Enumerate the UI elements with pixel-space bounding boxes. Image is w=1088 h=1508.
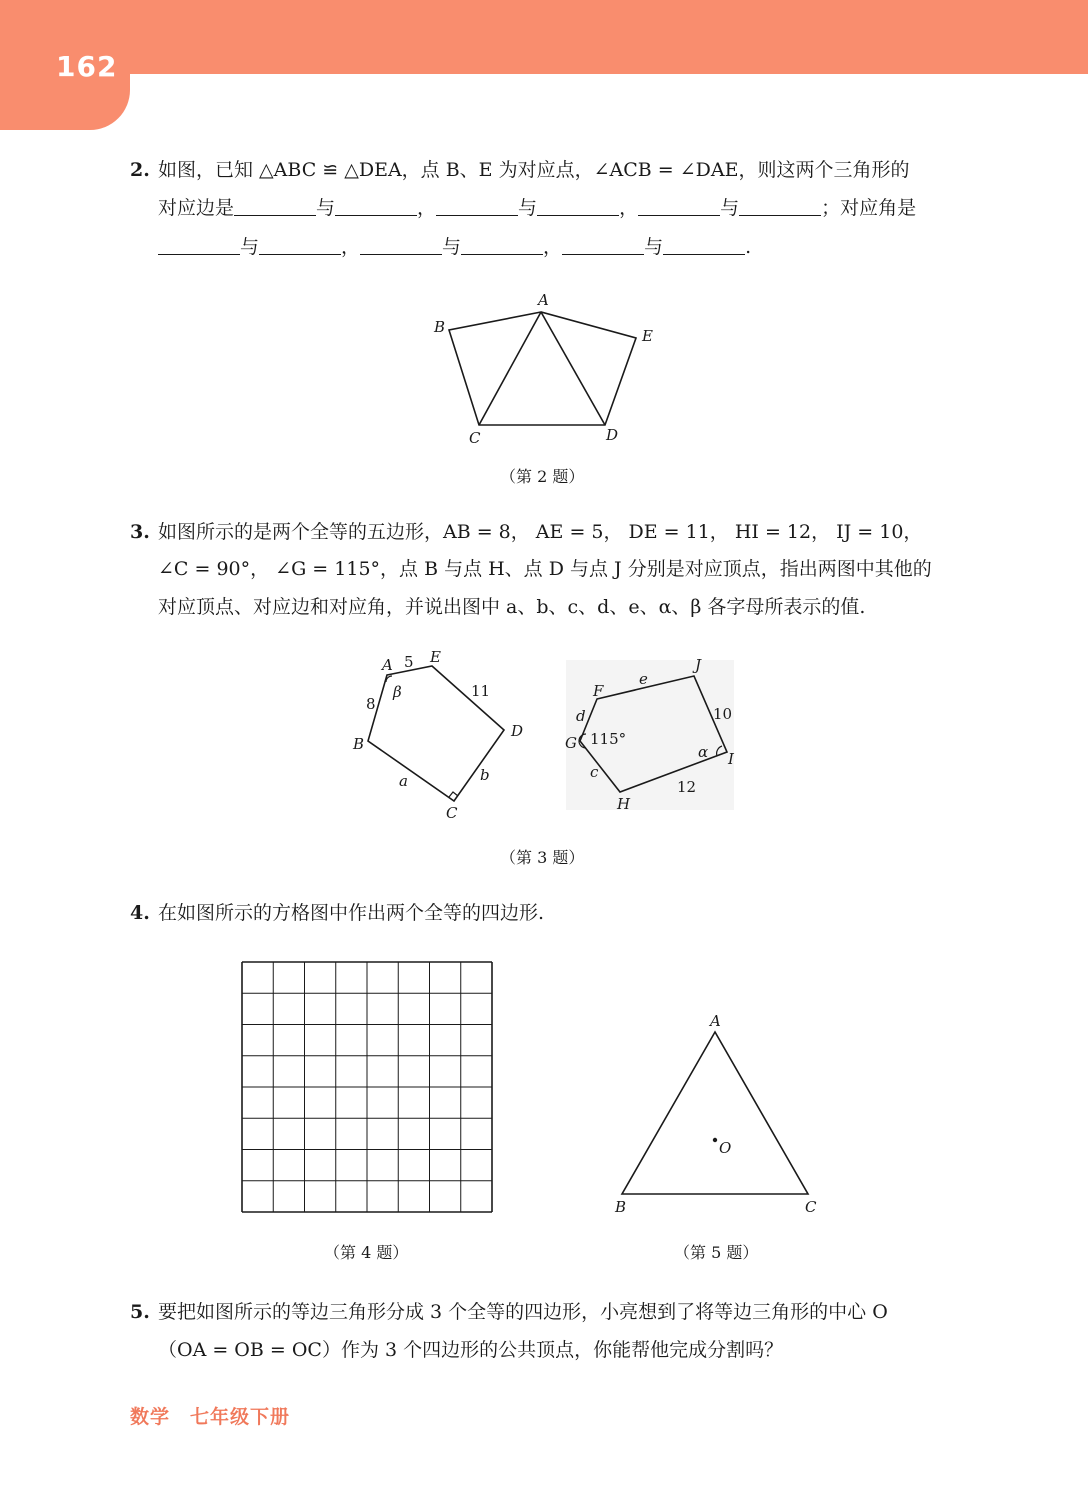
- q5-line1: 要把如图所示的等边三角形分成 3 个全等的四边形，小亮想到了将等边三角形的中心 O: [158, 1301, 888, 1323]
- q5-label-a: A: [710, 1012, 721, 1030]
- q3-line3: 对应顶点、对应边和对应角，并说出图中 a、b、c、d、e、α、β 各字母所表示的值.: [158, 596, 866, 618]
- separator: ，: [341, 236, 361, 258]
- q2-label-e: E: [642, 327, 653, 345]
- connector: 与: [442, 236, 462, 258]
- q4-caption: （第 4 题）: [324, 1243, 409, 1262]
- q2-line2-prefix: 对应边是: [158, 197, 235, 219]
- q5-caption: （第 5 题）: [674, 1243, 759, 1262]
- q5-label-b: B: [615, 1198, 627, 1216]
- q3-right-label-f: F: [593, 682, 604, 700]
- book-title-footer: 数学 七年级下册: [130, 1406, 291, 1428]
- connector: 与: [240, 236, 260, 258]
- q3-right-label-ij: 10: [713, 705, 733, 723]
- q3-left-label-side-a: a: [399, 772, 408, 790]
- q3-left-label-e: E: [430, 648, 441, 666]
- q3-right-label-d: d: [576, 707, 586, 725]
- q3-left-label-b: B: [353, 735, 365, 753]
- q5-triangle: [622, 1032, 808, 1194]
- page-number: 162: [56, 50, 118, 83]
- connector: 与: [518, 197, 538, 219]
- q5-label-c: C: [805, 1198, 817, 1216]
- q2-number: 2.: [130, 159, 150, 181]
- q3-right-label-alpha: α: [698, 743, 709, 761]
- separator: ，: [417, 197, 437, 219]
- connector: 与: [644, 236, 664, 258]
- end-mark: .: [745, 236, 752, 258]
- q3-right-label-hi: 12: [677, 778, 697, 796]
- q3-left-label-ae: 5: [404, 653, 414, 671]
- q2-label-b: B: [434, 318, 446, 336]
- q5-number: 5.: [130, 1301, 150, 1323]
- q2-caption: （第 2 题）: [500, 467, 585, 486]
- q3-left-label-d: D: [511, 722, 524, 740]
- q3-left-label-side-b: b: [480, 766, 490, 784]
- q3-line2: ∠C = 90°， ∠G = 115°，点 B 与点 H、点 D 与点 J 分别是对应顶点，指出两图中其他的: [158, 558, 932, 580]
- q3-right-label-e: e: [639, 670, 648, 688]
- q5-center-point: [713, 1138, 717, 1142]
- q4-number: 4.: [130, 902, 150, 924]
- q3-left-label-c: C: [446, 804, 458, 822]
- q3-number: 3.: [130, 521, 150, 543]
- q3-left-label-de: 11: [471, 682, 491, 700]
- q3-left-label-beta: β: [393, 683, 402, 701]
- q2-line1: 如图，已知 △ABC ≌ △DEA，点 B、E 为对应点，∠ACB = ∠DAE，则这两个三角形的: [158, 159, 910, 181]
- separator: ，: [619, 197, 639, 219]
- q3-right-label-j: J: [695, 656, 702, 674]
- q3-right-label-h: H: [617, 795, 631, 813]
- q3-right-label-g: G: [565, 734, 577, 752]
- q5-line2: （OA = OB = OC）作为 3 个四边形的公共顶点，你能帮他完成分割吗？: [158, 1339, 784, 1361]
- q3-right-label-c: c: [590, 763, 599, 781]
- q3-line1: 如图所示的是两个全等的五边形，AB = 8， AE = 5， DE = 11， HI = 12， IJ = 10，: [158, 521, 923, 543]
- q2-line2-suffix: ；对应角是: [821, 197, 917, 219]
- q2-label-a: A: [538, 291, 549, 309]
- connector: 与: [316, 197, 336, 219]
- separator: ，: [543, 236, 563, 258]
- q2-label-d: D: [606, 426, 619, 444]
- q3-left-label-a: A: [382, 656, 393, 674]
- q4-text: 在如图所示的方格图中作出两个全等的四边形.: [158, 902, 545, 924]
- q2-label-c: C: [469, 429, 481, 447]
- connector: 与: [720, 197, 740, 219]
- q5-label-o: O: [719, 1139, 732, 1157]
- q3-right-label-i: I: [728, 750, 734, 768]
- q3-right-label-angle-g: 115°: [590, 730, 627, 748]
- q3-left-label-ab: 8: [366, 695, 376, 713]
- q3-caption: （第 3 题）: [500, 848, 585, 867]
